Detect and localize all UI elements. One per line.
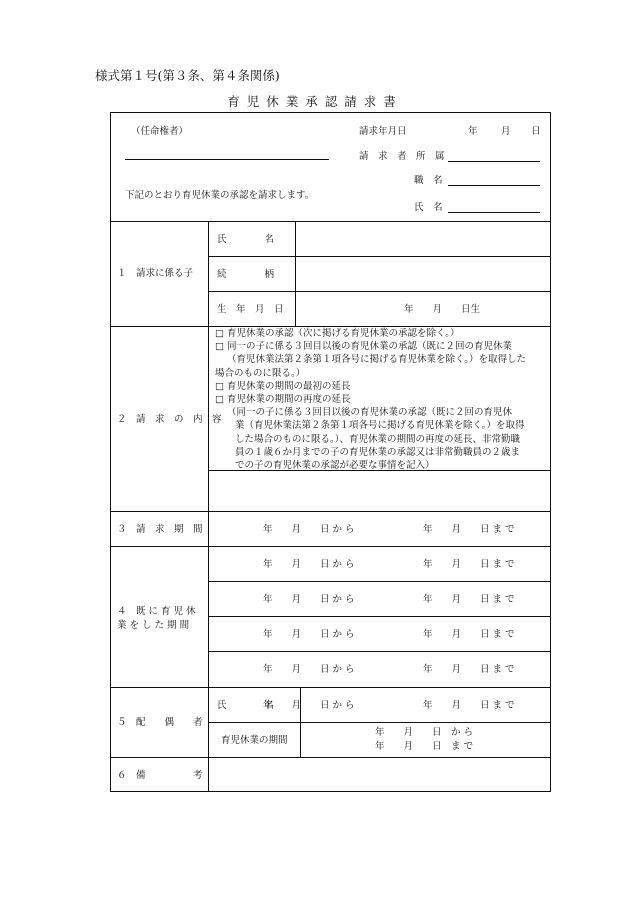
child-birthdate-value: 年 月 日生 (404, 304, 481, 315)
section1-label: １ 請求に係る子 (117, 268, 194, 279)
divider (111, 546, 550, 547)
past-period-to: 年 月 日 ま で (423, 629, 515, 640)
divider (111, 687, 550, 688)
requester-name-line[interactable] (448, 212, 540, 213)
option-first-extension[interactable]: □ 育児休業の期間の最初の延長 (215, 380, 351, 392)
past-period-to: 年 月 日 ま で (423, 559, 515, 570)
past-period-to: 年 月 日 ま で (423, 664, 515, 675)
spouse-leave-period-label: 育児休業の期間 (221, 735, 288, 746)
divider (208, 722, 550, 723)
option-second-extension[interactable]: □ 育児休業の期間の再度の延長 (215, 394, 351, 406)
option-approval[interactable]: □ 育児休業の承認（次に掲げる育児休業の承認を除く。） (215, 328, 460, 339)
option-third-approval-cont: 場合のものに限る。） (215, 367, 306, 379)
request-statement: 下記のとおり育児休業の承認を請求します。 (125, 190, 315, 201)
divider (208, 616, 550, 617)
divider (208, 651, 550, 652)
spouse-name-label: 氏 名 (217, 700, 275, 711)
section4-label-line1: ４ 既 に 育 児 休 (117, 606, 196, 617)
divider (208, 581, 550, 582)
request-content-options (215, 327, 526, 472)
reason-note: した場合のものに限る。）、育児休業の期間の再度の延長、非常勤職 (235, 433, 521, 445)
reason-note: （同一の子に係る３回目以後の育児休業の承認（既に２回の育児休 (227, 407, 513, 419)
past-period-to: 年 月 日 ま で (423, 700, 515, 711)
past-period-from: 年 月 日 か ら (263, 559, 355, 570)
appointer-label: （任命権者） (131, 126, 189, 137)
divider (208, 256, 550, 257)
column-divider (295, 221, 296, 326)
reason-note: 員の１歳６か月までの子の育児休業の承認又は非常勤職員の２歳ま (235, 446, 521, 458)
child-relation-label: 続 柄 (217, 269, 275, 280)
spouse-period-to: 年 月 日 ま で (375, 741, 474, 752)
child-birthdate-label: 生 年 月 日 (217, 304, 284, 315)
requester-affiliation-label: 請 求 者 所 属 (359, 151, 445, 162)
affiliation-line[interactable] (448, 161, 540, 162)
past-period-from: 年 月 日 か ら (263, 664, 355, 675)
position-label: 職 名 (414, 175, 443, 186)
past-period-to: 年 月 日 ま で (423, 594, 515, 605)
appointer-name-line[interactable] (125, 159, 329, 160)
divider (111, 757, 550, 758)
month-label: 月 (501, 126, 511, 137)
section2-label: ２ 請 求 の 内 容 (117, 414, 222, 425)
section4-label-line2: 業 を し た 期 間 (117, 620, 190, 631)
request-period-from: 年 月 日 か ら (263, 524, 355, 535)
past-period-from: 年 月 日 か ら (263, 629, 355, 640)
spouse-period-from: 年 月 日 か ら (375, 727, 474, 738)
child-name-label: 氏 名 (217, 234, 275, 245)
year-label: 年 (468, 126, 478, 137)
request-period-to: 年 月 日 ま で (423, 524, 515, 535)
column-divider (208, 221, 209, 791)
form-number-label: 様式第１号(第３条、第４条関係) (95, 68, 280, 83)
past-period-from: 年 月 日 か ら (263, 594, 355, 605)
day-label: 日 (531, 126, 541, 137)
requester-name-label: 氏 名 (414, 202, 443, 213)
position-line[interactable] (448, 185, 540, 186)
reason-note: 業（育児休業法第２条第１項各号に掲げる育児休業を除く。）を取得 (235, 420, 525, 432)
column-divider (300, 687, 301, 757)
section3-label: ３ 請 求 期 間 (117, 524, 203, 535)
past-period-from: 年 月 日 か ら (263, 700, 355, 711)
reason-note: での子の育児休業の承認が必要な事情を記入） (235, 460, 435, 472)
divider (111, 511, 550, 512)
divider (208, 291, 550, 292)
divider (111, 221, 550, 222)
section5-label: ５ 配 偶 者 (117, 717, 203, 728)
application-form (110, 112, 551, 792)
request-date-label: 請求年月日 (359, 126, 407, 137)
option-third-approval[interactable]: □ 同一の子に係る３回目以後の育児休業の承認（既に２回の育児休業 (215, 341, 512, 353)
document-title: 育児休業承認請求書 (227, 94, 403, 109)
section6-label: ６ 備 考 (117, 770, 203, 781)
option-third-approval-cont: （育児休業法第２条第１項各号に掲げる育児休業を除く。）を取得した (227, 354, 527, 366)
